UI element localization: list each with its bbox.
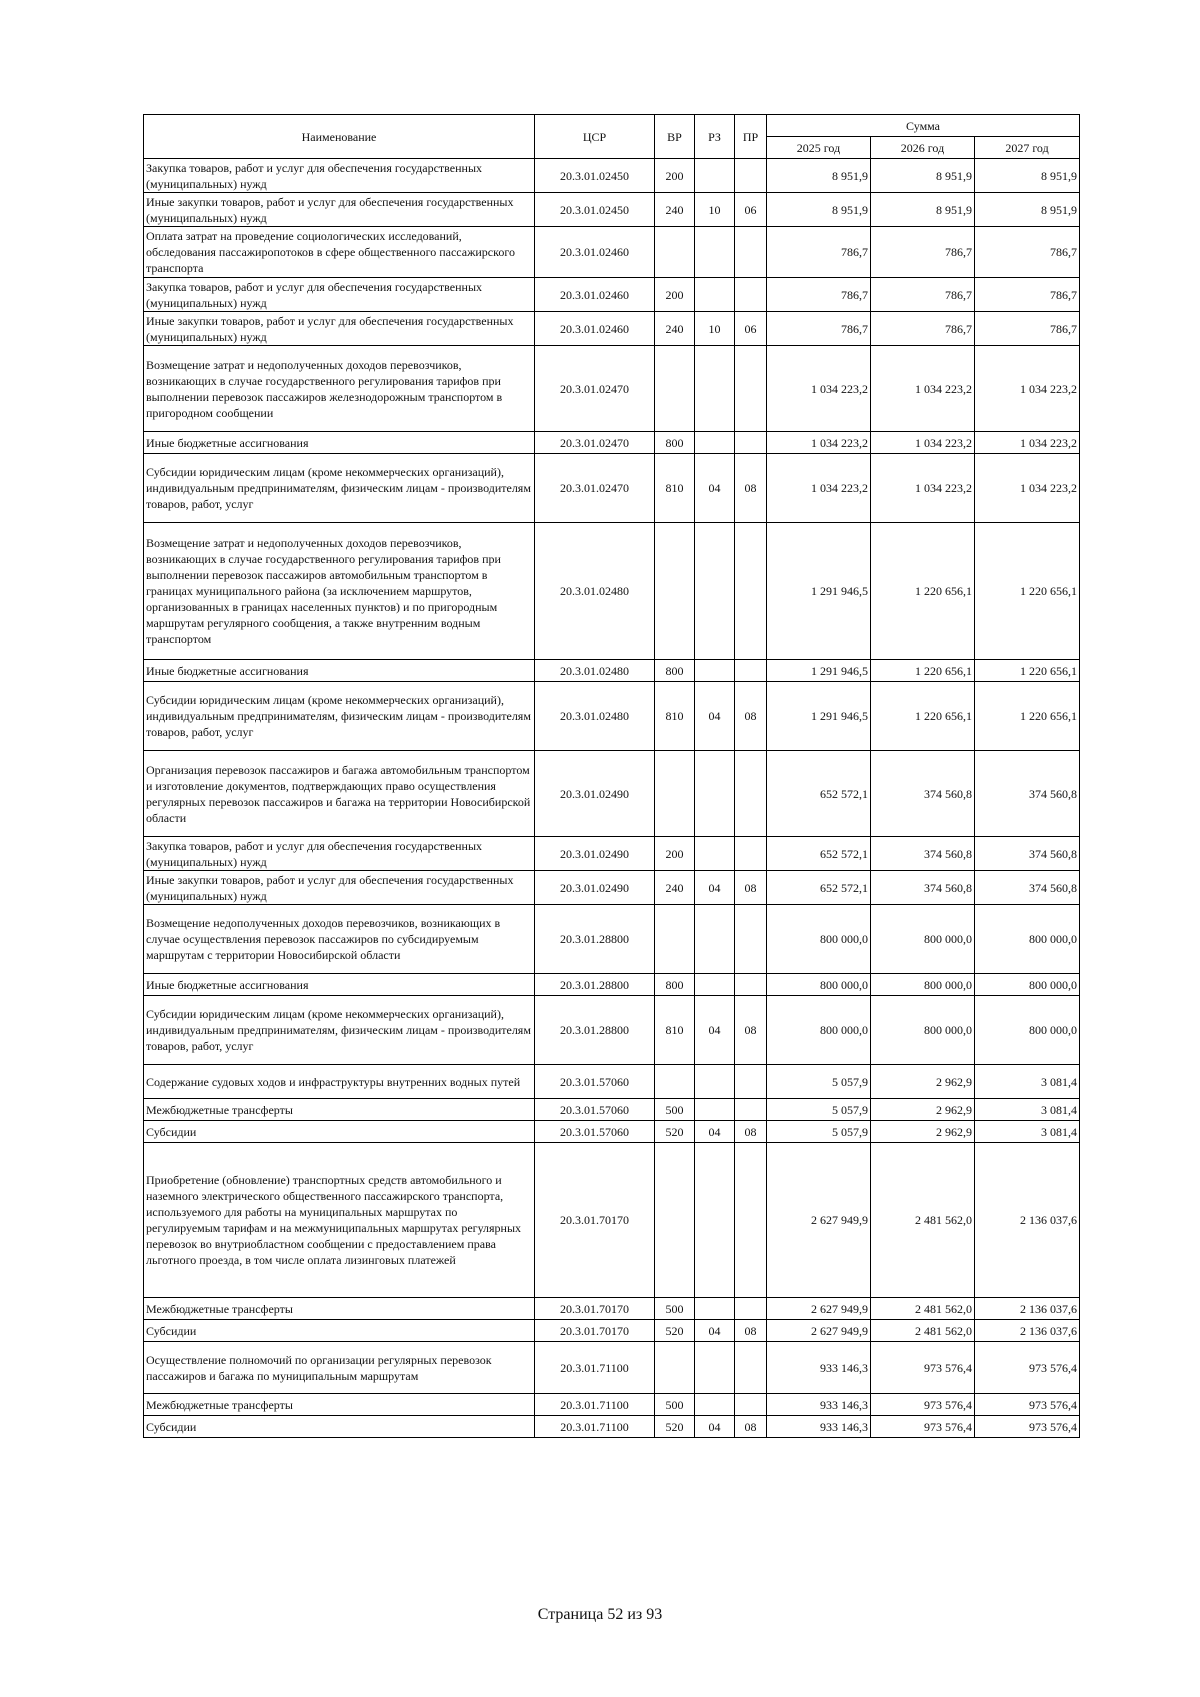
cell-rz [695, 1099, 735, 1121]
cell-2027: 374 560,8 [975, 837, 1080, 871]
cell-2025: 933 146,3 [767, 1416, 871, 1438]
cell-2027: 1 034 223,2 [975, 346, 1080, 432]
cell-2026: 2 481 562,0 [871, 1320, 975, 1342]
cell-2026: 800 000,0 [871, 974, 975, 996]
cell-2026: 2 962,9 [871, 1099, 975, 1121]
cell-2026: 2 481 562,0 [871, 1143, 975, 1298]
cell-2027: 2 136 037,6 [975, 1143, 1080, 1298]
cell-pr [735, 905, 767, 974]
table-row [144, 227, 1080, 278]
cell-2027: 973 576,4 [975, 1416, 1080, 1438]
cell-2025: 652 572,1 [767, 751, 871, 837]
cell-rz [695, 278, 735, 312]
table-row [144, 837, 1080, 871]
cell-name: Иные бюджетные ассигнования [144, 974, 535, 996]
cell-name: Закупка товаров, работ и услуг для обеспечения государственных (муниципальных) нужд [144, 159, 535, 193]
cell-name: Межбюджетные трансферты [144, 1394, 535, 1416]
cell-pr [735, 278, 767, 312]
cell-pr [735, 837, 767, 871]
cell-2026: 800 000,0 [871, 996, 975, 1065]
header-year-2027: 2027 год [975, 137, 1080, 159]
table-header [144, 115, 1080, 159]
cell-pr [735, 227, 767, 278]
cell-name: Субсидии [144, 1416, 535, 1438]
table-row [144, 1298, 1080, 1320]
document-page [143, 114, 1079, 1438]
cell-rz [695, 837, 735, 871]
cell-csr: 20.3.01.71100 [535, 1342, 655, 1394]
cell-pr: 08 [735, 682, 767, 751]
cell-vr: 200 [655, 159, 695, 193]
cell-2027: 1 220 656,1 [975, 682, 1080, 751]
table-row [144, 1416, 1080, 1438]
cell-2025: 8 951,9 [767, 193, 871, 227]
table-row [144, 454, 1080, 523]
table-body [144, 159, 1080, 1438]
cell-vr [655, 1065, 695, 1099]
cell-2026: 374 560,8 [871, 871, 975, 905]
cell-2026: 374 560,8 [871, 751, 975, 837]
cell-vr: 240 [655, 871, 695, 905]
table-row [144, 1342, 1080, 1394]
cell-name: Иные бюджетные ассигнования [144, 432, 535, 454]
cell-2025: 5 057,9 [767, 1099, 871, 1121]
cell-rz [695, 432, 735, 454]
table-row [144, 682, 1080, 751]
cell-2026: 1 034 223,2 [871, 432, 975, 454]
cell-rz [695, 751, 735, 837]
cell-2025: 5 057,9 [767, 1065, 871, 1099]
cell-2025: 800 000,0 [767, 996, 871, 1065]
cell-name: Субсидии юридическим лицам (кроме некоммерческих организаций), индивидуальным предпринимателям, физическим лицам - производителям товаров, работ, услуг [144, 996, 535, 1065]
cell-csr: 20.3.01.57060 [535, 1121, 655, 1143]
cell-2025: 786,7 [767, 227, 871, 278]
cell-2025: 2 627 949,9 [767, 1143, 871, 1298]
table-row [144, 1320, 1080, 1342]
cell-2026: 1 034 223,2 [871, 346, 975, 432]
cell-2027: 8 951,9 [975, 193, 1080, 227]
cell-vr: 500 [655, 1394, 695, 1416]
cell-pr: 08 [735, 871, 767, 905]
cell-rz: 04 [695, 682, 735, 751]
cell-vr: 520 [655, 1121, 695, 1143]
header-pr: ПР [735, 115, 767, 159]
cell-2025: 2 627 949,9 [767, 1320, 871, 1342]
cell-vr: 800 [655, 660, 695, 682]
cell-2026: 786,7 [871, 278, 975, 312]
cell-pr: 08 [735, 454, 767, 523]
table-row [144, 974, 1080, 996]
cell-vr: 800 [655, 432, 695, 454]
cell-2027: 2 136 037,6 [975, 1320, 1080, 1342]
cell-name: Иные бюджетные ассигнования [144, 660, 535, 682]
cell-2027: 800 000,0 [975, 905, 1080, 974]
cell-rz [695, 159, 735, 193]
cell-2025: 1 034 223,2 [767, 346, 871, 432]
cell-name: Субсидии [144, 1320, 535, 1342]
cell-name: Закупка товаров, работ и услуг для обеспечения государственных (муниципальных) нужд [144, 837, 535, 871]
cell-name: Закупка товаров, работ и услуг для обеспечения государственных (муниципальных) нужд [144, 278, 535, 312]
cell-name: Иные закупки товаров, работ и услуг для обеспечения государственных (муниципальных) нужд [144, 312, 535, 346]
cell-csr: 20.3.01.28800 [535, 974, 655, 996]
cell-csr: 20.3.01.02490 [535, 871, 655, 905]
cell-vr [655, 523, 695, 660]
cell-2027: 786,7 [975, 278, 1080, 312]
cell-csr: 20.3.01.02480 [535, 523, 655, 660]
cell-2026: 973 576,4 [871, 1416, 975, 1438]
cell-2027: 3 081,4 [975, 1121, 1080, 1143]
cell-rz [695, 1394, 735, 1416]
cell-pr [735, 751, 767, 837]
cell-rz [695, 974, 735, 996]
cell-csr: 20.3.01.02470 [535, 432, 655, 454]
cell-2026: 1 034 223,2 [871, 454, 975, 523]
cell-2027: 1 034 223,2 [975, 454, 1080, 523]
cell-name: Приобретение (обновление) транспортных средств автомобильного и наземного электрического общественного пассажирского транспорта, используемого для работы на муниципальных маршрутах по регулируемым тарифам и на межмуниципальных маршрутах регулярных перевозок во внутриобластном сообщении с предоставлением права льготного проезда, в том числе оплата лизинговых платежей [144, 1143, 535, 1298]
table-row [144, 346, 1080, 432]
cell-2025: 5 057,9 [767, 1121, 871, 1143]
cell-2027: 800 000,0 [975, 996, 1080, 1065]
cell-pr [735, 1394, 767, 1416]
header-row [144, 115, 1080, 137]
cell-2025: 652 572,1 [767, 871, 871, 905]
cell-2027: 374 560,8 [975, 871, 1080, 905]
header-name: Наименование [144, 115, 535, 159]
cell-vr [655, 751, 695, 837]
table-row [144, 159, 1080, 193]
cell-vr: 500 [655, 1099, 695, 1121]
table-row [144, 312, 1080, 346]
cell-csr: 20.3.01.71100 [535, 1394, 655, 1416]
cell-2026: 2 481 562,0 [871, 1298, 975, 1320]
cell-rz [695, 1065, 735, 1099]
cell-pr [735, 432, 767, 454]
cell-vr: 240 [655, 193, 695, 227]
table-row [144, 523, 1080, 660]
cell-2027: 973 576,4 [975, 1342, 1080, 1394]
cell-2025: 933 146,3 [767, 1394, 871, 1416]
cell-vr: 500 [655, 1298, 695, 1320]
cell-2027: 8 951,9 [975, 159, 1080, 193]
cell-rz: 04 [695, 996, 735, 1065]
cell-pr [735, 974, 767, 996]
cell-csr: 20.3.01.28800 [535, 905, 655, 974]
cell-2027: 800 000,0 [975, 974, 1080, 996]
cell-vr: 200 [655, 278, 695, 312]
cell-csr: 20.3.01.02450 [535, 159, 655, 193]
cell-rz: 04 [695, 1320, 735, 1342]
cell-2025: 786,7 [767, 312, 871, 346]
cell-2027: 374 560,8 [975, 751, 1080, 837]
cell-pr: 08 [735, 1416, 767, 1438]
cell-name: Иные закупки товаров, работ и услуг для обеспечения государственных (муниципальных) нужд [144, 193, 535, 227]
cell-rz: 10 [695, 193, 735, 227]
cell-rz: 04 [695, 1416, 735, 1438]
cell-csr: 20.3.01.02470 [535, 346, 655, 432]
cell-name: Субсидии [144, 1121, 535, 1143]
cell-csr: 20.3.01.02470 [535, 454, 655, 523]
cell-csr: 20.3.01.02490 [535, 837, 655, 871]
table-row [144, 1143, 1080, 1298]
cell-vr [655, 905, 695, 974]
cell-vr: 240 [655, 312, 695, 346]
header-rz: РЗ [695, 115, 735, 159]
cell-rz [695, 227, 735, 278]
cell-2026: 1 220 656,1 [871, 523, 975, 660]
cell-pr [735, 1065, 767, 1099]
cell-name: Межбюджетные трансферты [144, 1099, 535, 1121]
table-row [144, 905, 1080, 974]
cell-2025: 1 291 946,5 [767, 682, 871, 751]
cell-pr: 06 [735, 312, 767, 346]
table-row [144, 278, 1080, 312]
cell-name: Возмещение недополученных доходов перевозчиков, возникающих в случае осуществления перевозок пассажиров по субсидируемым маршрутам с территории Новосибирской области [144, 905, 535, 974]
cell-name: Организация перевозок пассажиров и багажа автомобильным транспортом и изготовление документов, подтверждающих право осуществления регулярных перевозок пассажиров и багажа на территории Новосибирской области [144, 751, 535, 837]
header-vr: ВР [655, 115, 695, 159]
cell-vr: 800 [655, 974, 695, 996]
cell-rz [695, 1298, 735, 1320]
cell-2026: 786,7 [871, 227, 975, 278]
cell-rz: 04 [695, 454, 735, 523]
cell-csr: 20.3.01.71100 [535, 1416, 655, 1438]
cell-2025: 800 000,0 [767, 905, 871, 974]
cell-csr: 20.3.01.28800 [535, 996, 655, 1065]
cell-2027: 1 220 656,1 [975, 523, 1080, 660]
cell-2026: 786,7 [871, 312, 975, 346]
cell-pr [735, 1298, 767, 1320]
cell-csr: 20.3.01.70170 [535, 1298, 655, 1320]
cell-2027: 786,7 [975, 312, 1080, 346]
cell-csr: 20.3.01.02450 [535, 193, 655, 227]
cell-2025: 1 034 223,2 [767, 454, 871, 523]
cell-vr: 810 [655, 682, 695, 751]
cell-2025: 652 572,1 [767, 837, 871, 871]
cell-csr: 20.3.01.02460 [535, 227, 655, 278]
cell-rz [695, 660, 735, 682]
cell-pr [735, 1143, 767, 1298]
cell-name: Содержание судовых ходов и инфраструктуры внутренних водных путей [144, 1065, 535, 1099]
cell-2027: 2 136 037,6 [975, 1298, 1080, 1320]
cell-2025: 933 146,3 [767, 1342, 871, 1394]
cell-2026: 1 220 656,1 [871, 660, 975, 682]
cell-name: Субсидии юридическим лицам (кроме некоммерческих организаций), индивидуальным предпринимателям, физическим лицам - производителям товаров, работ, услуг [144, 682, 535, 751]
page-number: Страница 52 из 93 [537, 1606, 663, 1623]
table-row [144, 660, 1080, 682]
cell-csr: 20.3.01.02480 [535, 682, 655, 751]
cell-pr: 08 [735, 1121, 767, 1143]
table-row [144, 1099, 1080, 1121]
cell-2026: 374 560,8 [871, 837, 975, 871]
cell-csr: 20.3.01.02460 [535, 278, 655, 312]
cell-pr [735, 660, 767, 682]
cell-csr: 20.3.01.57060 [535, 1099, 655, 1121]
cell-rz [695, 1143, 735, 1298]
cell-vr [655, 1342, 695, 1394]
table-row [144, 751, 1080, 837]
cell-rz: 04 [695, 871, 735, 905]
cell-vr: 810 [655, 996, 695, 1065]
header-csr: ЦСР [535, 115, 655, 159]
cell-pr [735, 1099, 767, 1121]
cell-2026: 1 220 656,1 [871, 682, 975, 751]
cell-2027: 973 576,4 [975, 1394, 1080, 1416]
header-year-2025: 2025 год [767, 137, 871, 159]
cell-rz: 10 [695, 312, 735, 346]
cell-2025: 800 000,0 [767, 974, 871, 996]
cell-rz [695, 905, 735, 974]
cell-csr: 20.3.01.70170 [535, 1143, 655, 1298]
cell-vr: 520 [655, 1416, 695, 1438]
cell-csr: 20.3.01.02490 [535, 751, 655, 837]
cell-pr: 06 [735, 193, 767, 227]
cell-name: Субсидии юридическим лицам (кроме некоммерческих организаций), индивидуальным предпринимателям, физическим лицам - производителям товаров, работ, услуг [144, 454, 535, 523]
cell-pr [735, 159, 767, 193]
cell-pr [735, 523, 767, 660]
cell-vr: 810 [655, 454, 695, 523]
cell-2026: 973 576,4 [871, 1394, 975, 1416]
cell-csr: 20.3.01.70170 [535, 1320, 655, 1342]
cell-2026: 800 000,0 [871, 905, 975, 974]
cell-vr [655, 1143, 695, 1298]
cell-2025: 1 291 946,5 [767, 660, 871, 682]
cell-pr: 08 [735, 1320, 767, 1342]
cell-2027: 1 034 223,2 [975, 432, 1080, 454]
cell-2027: 1 220 656,1 [975, 660, 1080, 682]
header-year-2026: 2026 год [871, 137, 975, 159]
cell-rz [695, 346, 735, 432]
table-row [144, 996, 1080, 1065]
cell-2027: 3 081,4 [975, 1065, 1080, 1099]
cell-2025: 1 034 223,2 [767, 432, 871, 454]
cell-2026: 2 962,9 [871, 1065, 975, 1099]
cell-2026: 8 951,9 [871, 159, 975, 193]
cell-2027: 786,7 [975, 227, 1080, 278]
cell-2027: 3 081,4 [975, 1099, 1080, 1121]
cell-2026: 973 576,4 [871, 1342, 975, 1394]
cell-name: Межбюджетные трансферты [144, 1298, 535, 1320]
cell-2025: 8 951,9 [767, 159, 871, 193]
cell-name: Возмещение затрат и недополученных доходов перевозчиков, возникающих в случае государственного регулирования тарифов при выполнении перевозок пассажиров автомобильным транспортом в границах муниципального района (за исключением маршрутов, организованных в границах населенных пунктов) и по пригородным маршрутам регулярного сообщения, а также внутренним водным транспортом [144, 523, 535, 660]
table-row [144, 432, 1080, 454]
cell-rz: 04 [695, 1121, 735, 1143]
cell-name: Возмещение затрат и недополученных доходов перевозчиков, возникающих в случае государственного регулирования тарифов при выполнении перевозок пассажиров железнодорожным транспортом в пригородном сообщении [144, 346, 535, 432]
table-row [144, 871, 1080, 905]
cell-name: Оплата затрат на проведение социологических исследований, обследования пассажиропотоков в сфере общественного пассажирского транспорта [144, 227, 535, 278]
cell-vr: 520 [655, 1320, 695, 1342]
cell-2025: 2 627 949,9 [767, 1298, 871, 1320]
cell-pr: 08 [735, 996, 767, 1065]
cell-rz [695, 1342, 735, 1394]
cell-csr: 20.3.01.02460 [535, 312, 655, 346]
cell-csr: 20.3.01.57060 [535, 1065, 655, 1099]
cell-2025: 786,7 [767, 278, 871, 312]
table-row [144, 1065, 1080, 1099]
header-sum: Сумма [767, 115, 1080, 137]
cell-vr [655, 227, 695, 278]
table-row [144, 193, 1080, 227]
cell-vr: 200 [655, 837, 695, 871]
cell-pr [735, 1342, 767, 1394]
table-row [144, 1394, 1080, 1416]
cell-vr [655, 346, 695, 432]
cell-2026: 8 951,9 [871, 193, 975, 227]
cell-2025: 1 291 946,5 [767, 523, 871, 660]
cell-name: Иные закупки товаров, работ и услуг для обеспечения государственных (муниципальных) нужд [144, 871, 535, 905]
cell-csr: 20.3.01.02480 [535, 660, 655, 682]
cell-rz [695, 523, 735, 660]
budget-table [143, 114, 1080, 1438]
table-row [144, 1121, 1080, 1143]
cell-2026: 2 962,9 [871, 1121, 975, 1143]
cell-pr [735, 346, 767, 432]
cell-name: Осуществление полномочий по организации регулярных перевозок пассажиров и багажа по муниципальным маршрутам [144, 1342, 535, 1394]
